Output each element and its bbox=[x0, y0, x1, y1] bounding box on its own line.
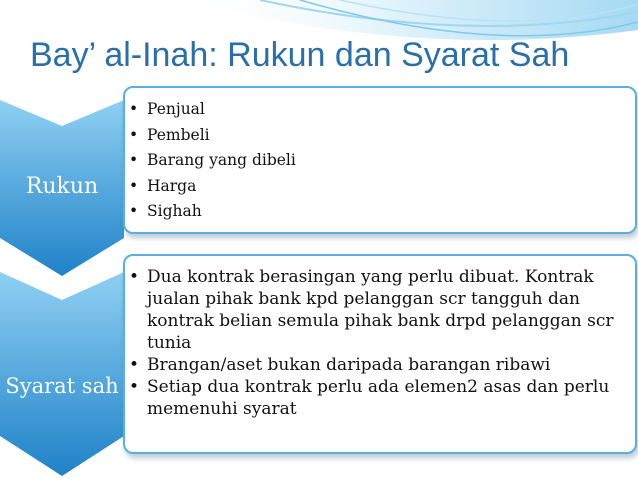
rukun-list bbox=[125, 88, 635, 225]
syarat-sah-label: Syarat sah bbox=[5, 374, 119, 398]
list-item: • Brangan/aset bukan daripada barangan ribawi bbox=[125, 354, 625, 376]
list-item: • Setiap dua kontrak perlu ada elemen2 asas dan perlu memenuhi syarat bbox=[125, 376, 625, 420]
list-item: • Penjual bbox=[125, 97, 635, 123]
list-item: • Dua kontrak berasingan yang perlu dibuat. Kontrak jualan pihak bank kpd pelanggan scr tangguh dan kontrak belian semula pihak bank drpd pelanggan scr tunia bbox=[125, 266, 625, 354]
rukun-items-box bbox=[123, 86, 637, 234]
list-item: • Pembeli bbox=[125, 123, 635, 149]
syarat-sah-chevron-shape bbox=[0, 258, 124, 478]
rukun-label: Rukun bbox=[25, 174, 99, 199]
syarat-sah-items-box bbox=[123, 254, 637, 454]
slide-title: Bay’ al-Inah: Rukun dan Syarat Sah bbox=[30, 36, 570, 74]
list-item: • Barang yang dibeli bbox=[125, 148, 635, 174]
list-item: • Harga bbox=[125, 174, 635, 200]
list-item: • Sighah bbox=[125, 199, 635, 225]
syarat-sah-list bbox=[125, 256, 635, 420]
